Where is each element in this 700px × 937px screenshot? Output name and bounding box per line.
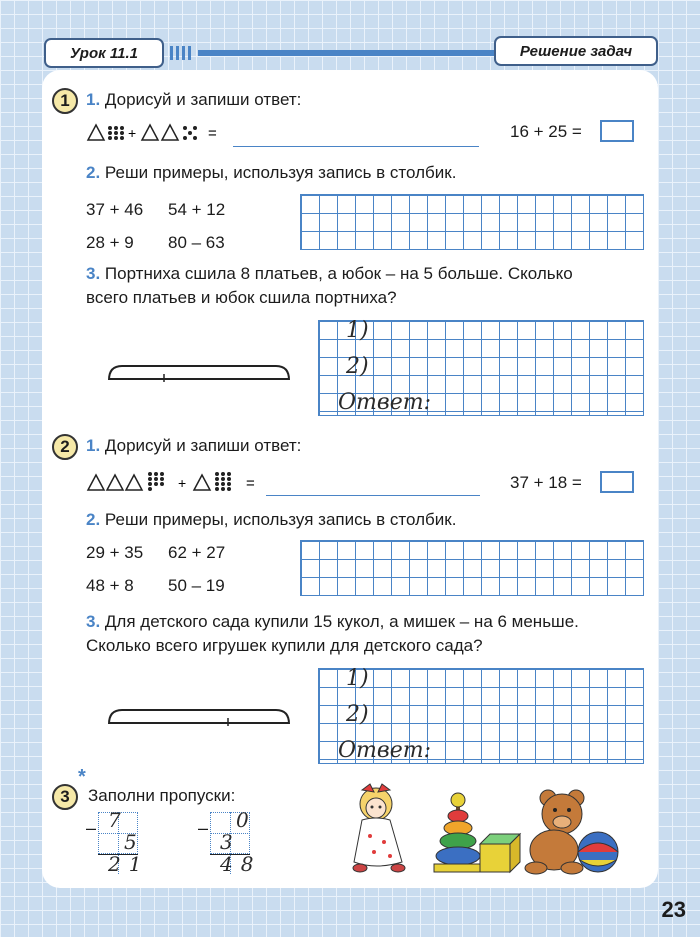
shapes-drawing-1 (86, 120, 222, 144)
page-number: 23 (661, 897, 686, 922)
svg-text:=: = (246, 475, 255, 492)
column-sub-2 (198, 808, 262, 876)
example: 54 + 12 (168, 200, 226, 219)
hand-answer: Ответ: (338, 738, 431, 763)
svg-text:=: = (208, 125, 217, 142)
answer-line-2[interactable] (266, 495, 480, 496)
answer-box-1[interactable] (600, 120, 634, 142)
task2-sub3-line1: 3. Для детского сада купили 15 кукол, а мишек – на 6 меньше. (86, 612, 579, 631)
lesson-tag (44, 38, 164, 68)
bracket-diagram-2 (106, 704, 292, 726)
shapes-drawing-2 (86, 468, 262, 494)
example: 50 – 19 (168, 576, 225, 595)
task1-sub3-line1: 3. Портниха сшила 8 платьев, а юбок – на 5 больше. Сколько (86, 264, 573, 283)
top-digit: 7 (108, 808, 121, 832)
lesson-label: Урок 11.1 (70, 44, 138, 62)
hand-step1: 1) (346, 666, 369, 691)
doll-icon (353, 784, 405, 872)
hand-step1: 1) (346, 318, 369, 343)
task2-sub3-line2: Сколько всего игрушек купили для детского сада? (86, 636, 483, 655)
topic-label: Решение задач (519, 42, 633, 60)
header-stripes (170, 45, 504, 61)
pyramid-toy-icon (434, 793, 482, 872)
toys-illustration (340, 776, 620, 876)
example: 80 – 63 (168, 233, 225, 252)
example: 29 + 35 (86, 543, 144, 562)
task1-sub3-line2: всего платьев и юбок сшила портниха? (86, 288, 397, 307)
bottom-digits: 48 (220, 852, 262, 876)
mid-digit: 3 (220, 830, 233, 854)
hand-answer: Ответ: (338, 390, 431, 415)
column-grid-1[interactable] (300, 194, 644, 250)
task2-sub1: 1. Дорисуй и запиши ответ: (86, 436, 302, 455)
top-digit: 0 (236, 808, 249, 832)
bottom-digits: 21 (108, 852, 150, 876)
example: 37 + 46 (86, 200, 144, 219)
answer-box-2[interactable] (600, 471, 634, 493)
expr-2: 37 + 18 = (510, 473, 582, 492)
star-mark: * (78, 766, 86, 788)
task2-number: 2 (52, 434, 78, 460)
cube-icon (480, 834, 520, 872)
task2-sub2: 2. Реши примеры, используя запись в столбик. (86, 510, 457, 529)
task1-sub1: 1. Дорисуй и запиши ответ: (86, 90, 302, 109)
ball-icon (578, 832, 618, 872)
task1-number: 1 (52, 88, 78, 114)
task3-number: 3 (52, 784, 78, 810)
expr-1: 16 + 25 = (510, 122, 582, 141)
example: 48 + 8 (86, 576, 134, 595)
column-grid-2[interactable] (300, 540, 644, 596)
svg-text:+: + (178, 475, 187, 491)
answer-line-1[interactable] (233, 146, 479, 147)
topic-tag (494, 36, 658, 66)
mid-digit: 5 (124, 830, 137, 854)
column-sub-1 (86, 808, 150, 876)
svg-text:+: + (128, 125, 137, 141)
example: 62 + 27 (168, 543, 226, 562)
task1-sub2: 2. Реши примеры, используя запись в столбик. (86, 163, 457, 182)
hand-step2: 2) (346, 354, 369, 379)
minus-sign: – (198, 818, 209, 838)
task3-text: Заполни пропуски: (88, 786, 236, 805)
example: 28 + 9 (86, 233, 134, 252)
hand-step2: 2) (346, 702, 369, 727)
minus-sign: – (86, 818, 97, 838)
bracket-diagram-1 (106, 360, 292, 382)
teddy-bear-icon (525, 790, 584, 874)
